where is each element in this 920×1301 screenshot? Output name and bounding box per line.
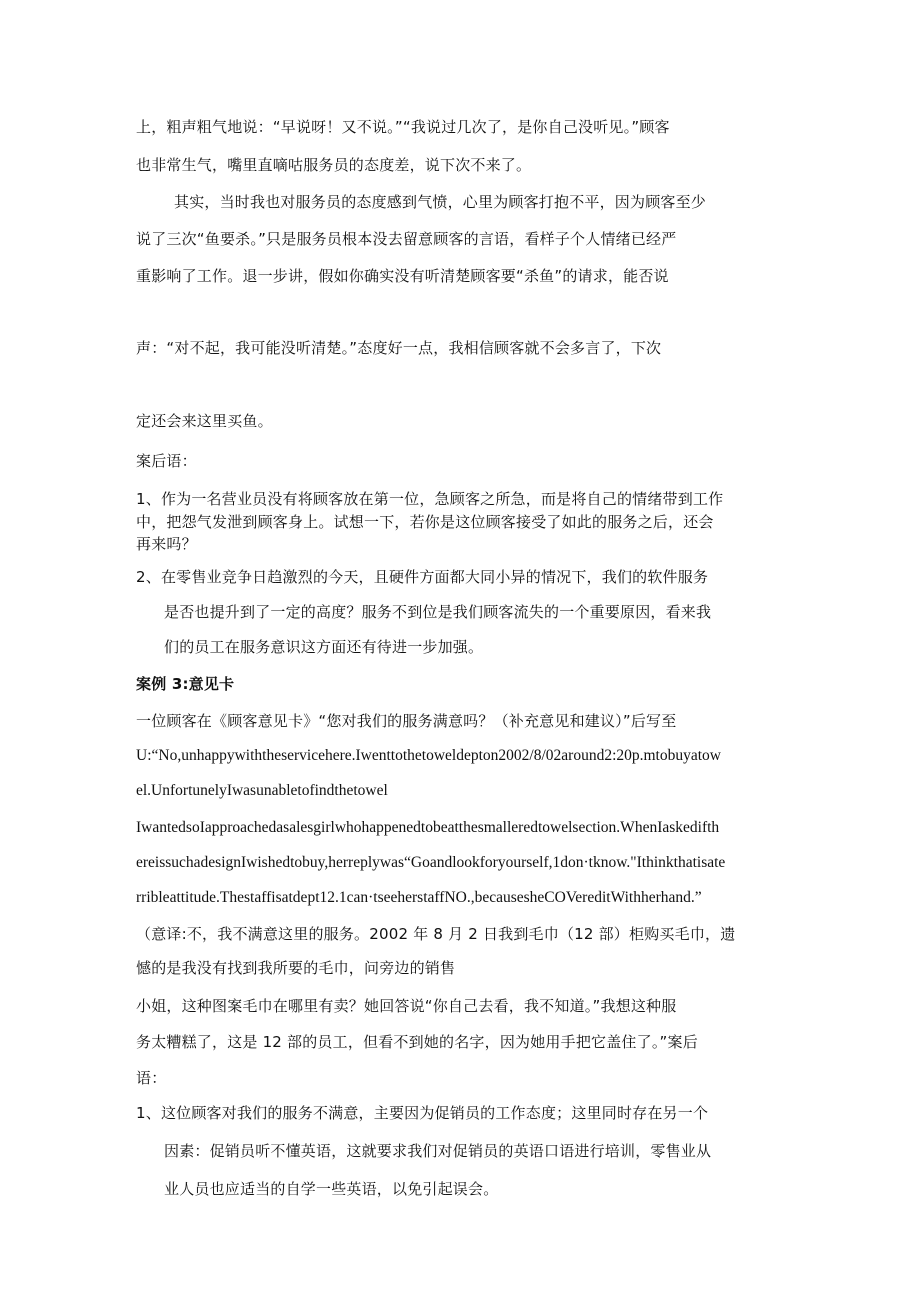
list-item-line: 中，把怨气发泄到顾客身上。试想一下，若你是这位顾客接受了如此的服务之后，还会 [136, 513, 714, 531]
english-quote-line: IwantedsoIapproachedasalesgirlwhohappenedtobeatthesmalleredtowelsection.WhenIaskedifth [136, 819, 720, 836]
english-quote-line: rribleattitude.Thestaffisatdept12.1can·tseeherstaffNO.,becausesheCOVereditWithherhand.” [136, 889, 702, 906]
list-item-line: 是否也提升到了一定的高度？服务不到位是我们顾客流失的一个重要原因，看来我 [164, 603, 712, 621]
list-item-line: 们的员工在服务意识这方面还有待进一步加强。 [164, 638, 484, 656]
list-item-line: 业人员也应适当的自学一些英语，以免引起误会。 [164, 1180, 499, 1198]
paragraph-line: 上，粗声粗气地说：“早说呀！又不说。”“我说过几次了，是你自己没听见。”顾客 [136, 118, 670, 136]
english-quote-line: el.UnfortunelyIwasunabletofindthetowel [136, 782, 388, 799]
translation-line: 小姐，这种图案毛巾在哪里有卖？她回答说“你自己去看，我不知道。”我想这种服 [136, 997, 677, 1015]
paragraph-line: 说了三次“鱼要杀。”只是服务员根本没去留意顾客的言语，看样子个人情绪已经严 [136, 230, 677, 248]
list-item-line: 因素：促销员听不懂英语，这就要求我们对促销员的英语口语进行培训，零售业从 [164, 1142, 712, 1160]
paragraph-line: 其实，当时我也对服务员的态度感到气愤，心里为顾客打抱不平，因为顾客至少 [174, 193, 707, 211]
list-item-line: 1、这位顾客对我们的服务不满意，主要因为促销员的工作态度；这里同时存在另一个 [136, 1104, 709, 1122]
list-item-line: 1、作为一名营业员没有将顾客放在第一位，急顾客之所急，而是将自己的情绪带到工作 [136, 490, 724, 508]
translation-line: 务太糟糕了，这是 12 部的员工，但看不到她的名字，因为她用手把它盖住了。”案后 [136, 1033, 698, 1051]
english-quote-line: U:“No,unhappywiththeservicehere.Iwenttothetoweldepton2002/8/02around2:20p.mtobuyatow [136, 747, 721, 764]
translation-line: 憾的是我没有找到我所要的毛巾，问旁边的销售 [136, 959, 456, 977]
english-quote-line: ereissuchadesignIwishedtobuy,herreplywas“Goandlookforyourself,1don·tknow."Ithinkthatisate [136, 854, 726, 871]
paragraph-line: 声：“对不起，我可能没听清楚。”态度好一点，我相信顾客就不会多言了，下次 [136, 339, 662, 357]
list-item-line: 2、在零售业竞争日趋激烈的今天，且硬件方面都大同小异的情况下，我们的软件服务 [136, 568, 709, 586]
translation-line: （意译:不，我不满意这里的服务。2002 年 8 月 2 日我到毛巾（12 部）柜购买毛巾，遗 [136, 925, 736, 943]
paragraph-line: 定还会来这里买鱼。 [136, 412, 273, 430]
paragraph-line: 一位顾客在《顾客意见卡》“您对我们的服务满意吗？（补充意见和建议）”后写至 [136, 712, 677, 730]
paragraph-line: 也非常生气，嘴里直嘀咕服务员的态度差，说下次不来了。 [136, 156, 532, 174]
list-item-line: 再来吗？ [136, 535, 197, 553]
paragraph-line: 重影响了工作。退一步讲，假如你确实没有听清楚顾客要“杀鱼”的请求，能否说 [136, 267, 669, 285]
section-heading: 案后语： [136, 452, 197, 470]
case-heading: 案例 3:意见卡 [136, 675, 235, 693]
section-heading: 语： [136, 1069, 167, 1087]
